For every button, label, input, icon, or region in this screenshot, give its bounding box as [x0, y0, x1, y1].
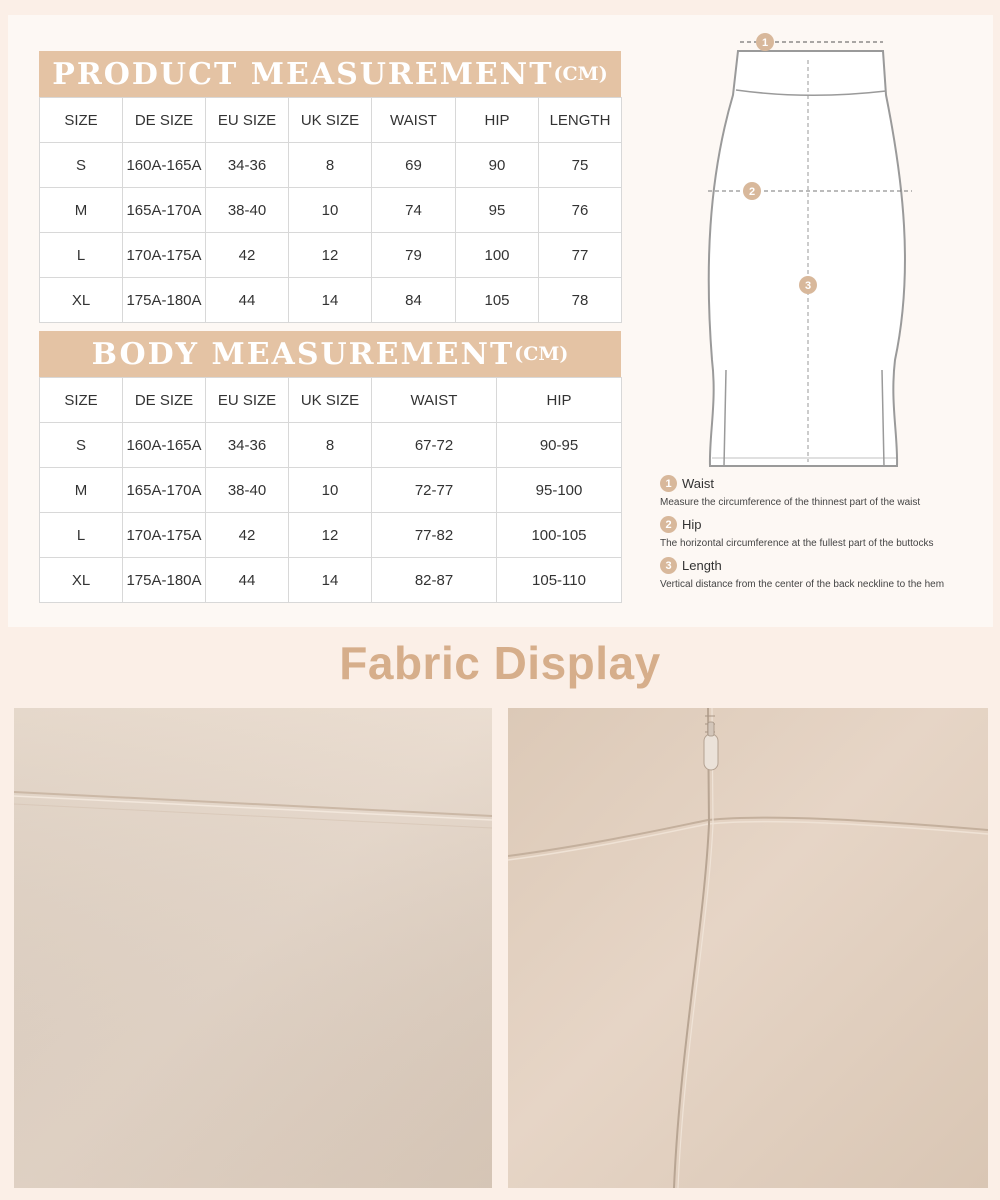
- legend-number: 2: [660, 516, 677, 533]
- legend-description: The horizontal circumference at the fullest part of the buttocks: [660, 538, 934, 549]
- table-row: [40, 233, 622, 278]
- table-header-row: [40, 98, 622, 143]
- legend-item-hip: [660, 516, 995, 549]
- product-measurement-unit: (CM): [553, 63, 608, 85]
- table-cell: 175A-180A: [123, 558, 206, 603]
- table-cell: 170A-175A: [123, 513, 206, 558]
- table-cell: L: [40, 513, 123, 558]
- table-cell: 100-105: [497, 513, 622, 558]
- header-cell: HIP: [456, 98, 539, 143]
- table-header-row: [40, 378, 622, 423]
- svg-text:1: 1: [761, 37, 769, 49]
- table-cell: 105: [456, 278, 539, 323]
- table-cell: 38-40: [206, 188, 289, 233]
- table-cell: 77: [539, 233, 622, 278]
- product-measurement-title: [39, 51, 621, 97]
- table-cell: 90-95: [497, 423, 622, 468]
- table-cell: XL: [40, 558, 123, 603]
- header-cell: WAIST: [372, 98, 456, 143]
- table-cell: 67-72: [372, 423, 497, 468]
- table-cell: 74: [372, 188, 456, 233]
- table-cell: 78: [539, 278, 622, 323]
- marker-2: [743, 182, 761, 200]
- header-cell: SIZE: [40, 98, 123, 143]
- table-cell: 75: [539, 143, 622, 188]
- svg-text:3: 3: [804, 280, 812, 292]
- measurement-legend: [660, 475, 995, 598]
- table-cell: 8: [289, 143, 372, 188]
- product-measurement-block: [39, 51, 621, 323]
- table-cell: M: [40, 188, 123, 233]
- body-measurement-table: [39, 377, 622, 603]
- table-cell: 44: [206, 558, 289, 603]
- table-cell: 79: [372, 233, 456, 278]
- table-cell: 38-40: [206, 468, 289, 513]
- table-cell: 84: [372, 278, 456, 323]
- table-cell: 42: [206, 233, 289, 278]
- table-row: [40, 278, 622, 323]
- table-cell: 72-77: [372, 468, 497, 513]
- table-cell: S: [40, 423, 123, 468]
- table-cell: 165A-170A: [123, 468, 206, 513]
- table-cell: 160A-165A: [123, 423, 206, 468]
- table-cell: M: [40, 468, 123, 513]
- header-cell: HIP: [497, 378, 622, 423]
- body-measurement-block: [39, 331, 621, 603]
- skirt-outline: [709, 51, 905, 466]
- table-cell: 175A-180A: [123, 278, 206, 323]
- table-cell: 77-82: [372, 513, 497, 558]
- fabric-waistband-image: [14, 708, 492, 1188]
- header-cell: WAIST: [372, 378, 497, 423]
- table-cell: 76: [539, 188, 622, 233]
- table-cell: 42: [206, 513, 289, 558]
- fabric-display-title: Fabric Display: [339, 637, 661, 689]
- legend-item-waist: [660, 475, 995, 508]
- table-cell: 14: [289, 278, 372, 323]
- legend-description: Vertical distance from the center of the back neckline to the hem: [660, 579, 945, 590]
- legend-number: 1: [660, 475, 677, 492]
- table-cell: 34-36: [206, 143, 289, 188]
- table-row: [40, 468, 622, 513]
- header-cell: DE SIZE: [123, 378, 206, 423]
- header-cell: SIZE: [40, 378, 123, 423]
- table-row: [40, 188, 622, 233]
- fabric-photo-zipper: [508, 708, 988, 1188]
- table-cell: 165A-170A: [123, 188, 206, 233]
- body-measurement-unit: (CM): [514, 343, 569, 365]
- table-cell: 44: [206, 278, 289, 323]
- table-row: [40, 143, 622, 188]
- table-cell: 69: [372, 143, 456, 188]
- table-cell: 160A-165A: [123, 143, 206, 188]
- table-cell: 105-110: [497, 558, 622, 603]
- header-cell: DE SIZE: [123, 98, 206, 143]
- table-cell: 12: [289, 513, 372, 558]
- table-cell: 34-36: [206, 423, 289, 468]
- legend-label: Length: [682, 558, 722, 573]
- table-cell: 95-100: [497, 468, 622, 513]
- body-measurement-title-text: BODY MEASUREMENT: [91, 336, 515, 372]
- table-cell: 10: [289, 468, 372, 513]
- header-cell: UK SIZE: [289, 98, 372, 143]
- marker-3: [799, 276, 817, 294]
- product-measurement-title-text: PRODUCT MEASUREMENT: [52, 56, 554, 92]
- table-cell: S: [40, 143, 123, 188]
- fabric-zipper-image: [508, 708, 988, 1188]
- header-cell: EU SIZE: [206, 98, 289, 143]
- table-cell: 90: [456, 143, 539, 188]
- table-cell: 8: [289, 423, 372, 468]
- skirt-diagram: [700, 30, 920, 470]
- table-row: [40, 558, 622, 603]
- marker-1: [756, 33, 774, 51]
- legend-label: Waist: [682, 476, 715, 491]
- header-cell: EU SIZE: [206, 378, 289, 423]
- body-measurement-title: [39, 331, 621, 377]
- table-row: [40, 423, 622, 468]
- table-cell: 10: [289, 188, 372, 233]
- legend-item-length: [660, 557, 995, 590]
- product-measurement-table: [39, 97, 622, 323]
- legend-label: Hip: [682, 517, 702, 532]
- header-cell: LENGTH: [539, 98, 622, 143]
- legend-description: Measure the circumference of the thinnest part of the waist: [660, 497, 921, 508]
- table-cell: L: [40, 233, 123, 278]
- fabric-photo-waistband: [14, 708, 492, 1188]
- table-cell: 95: [456, 188, 539, 233]
- legend-number: 3: [660, 557, 677, 574]
- table-cell: XL: [40, 278, 123, 323]
- table-cell: 82-87: [372, 558, 497, 603]
- table-row: [40, 513, 622, 558]
- header-cell: UK SIZE: [289, 378, 372, 423]
- table-cell: 170A-175A: [123, 233, 206, 278]
- table-cell: 14: [289, 558, 372, 603]
- svg-text:2: 2: [748, 186, 756, 198]
- table-cell: 12: [289, 233, 372, 278]
- table-cell: 100: [456, 233, 539, 278]
